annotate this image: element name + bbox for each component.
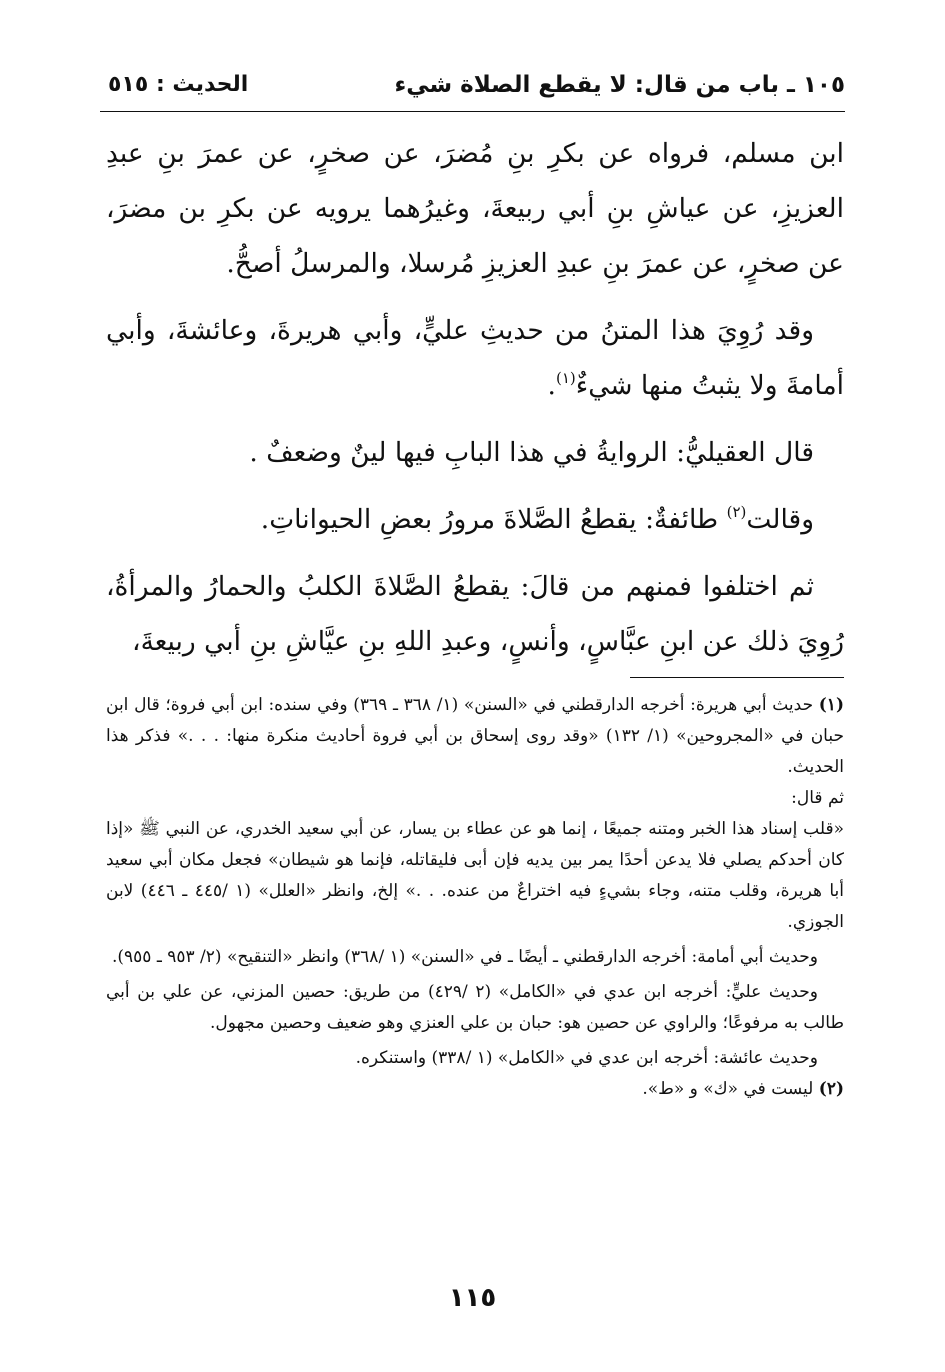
footnote-quote: «قلب إسناد هذا الخبر ومتنه جميعًا ، إنما هو عن عطاء بن يسار، عن أبي سعيد الخدري، عن النبي ﷺ «إذا كان أحدكم يصلي فلا يدعن أحدًا يمر بين يديه فإن أبى فليقاتله، فإنما هو شيطان» فجعل مكان أبي سعيد أبا هريرة، وقلب متنه، وجاء بشيءٍ فيه اختراعٌ من عنده. . .» إلخ، وانظر «العلل» (١ /٤٤٥ ـ ٤٤٦) لابن الجوزي. bbox=[106, 819, 844, 932]
hadith-number: الحديث : ٥١٥ bbox=[108, 72, 249, 97]
footnote-text: حديث أبي هريرة: أخرجه الدارقطني في «السنن» (١/ ٣٦٨ ـ ٣٦٩) وفي سنده: ابن أبي فروة؛ قال ابن حبان في «المجروحين» (١/ ١٣٢) «وقد روى إسحاق بن أبي فروة أحاديث منكرة منها: . . .» فذكر هذا الحديث. bbox=[106, 695, 844, 777]
paragraph: قال العقيليُّ: الروايةُ في هذا البابِ فيها لينٌ وضعفٌ . bbox=[249, 437, 814, 468]
chapter-title: ١٠٥ ـ باب من قال: لا يقطع الصلاة شيء bbox=[394, 72, 845, 98]
footnote-paragraph: وحديث عائشة: أخرجه ابن عدي في «الكامل» (١ /٣٣٨) واستنكره. bbox=[355, 1048, 818, 1068]
main-text bbox=[106, 126, 844, 669]
footnote-ref[interactable]: (٢) bbox=[726, 503, 747, 521]
footnote-divider bbox=[630, 677, 844, 678]
paragraph-text: . bbox=[547, 370, 556, 401]
paragraph: ثم اختلفوا فمنهم من قالَ: يقطعُ الصَّلاةَ الكلبُ والحمارُ والمرأةُ، رُوِيَ ذلك عن ابنِ عبَّاسٍ، وأنسٍ، وعبدِ اللهِ بنِ عيَّاشِ بنِ أبي ربيعةَ، bbox=[106, 571, 844, 657]
header-divider bbox=[100, 111, 845, 112]
footnote-number: (٢) bbox=[818, 1079, 844, 1099]
paragraph-text: وقد رُوِيَ هذا المتنُ من حديثِ عليٍّ، وأبي هريرةَ، وعائشةَ، وأبي أمامةَ ولا يثبتُ منها شيءٌ bbox=[106, 315, 844, 401]
footnote-paragraph: وحديث عليٍّ: أخرجه ابن عدي في «الكامل» (٢ /٤٢٩) من طريق: حصين المزني، عن علي بن أبي طالب به مرفوعًا؛ والراوي عن حصين هو: حبان بن علي العنزي وهو ضعيف وحصين مجهول. bbox=[106, 982, 844, 1033]
page-number: ١١٥ bbox=[448, 1283, 497, 1313]
paragraph-text: طائفةٌ: يقطعُ الصَّلاةَ مرورُ بعضِ الحيواناتِ. bbox=[260, 504, 727, 535]
footnote bbox=[106, 690, 844, 783]
footnote bbox=[106, 1074, 844, 1105]
paragraph bbox=[106, 492, 844, 547]
footnote-paragraph: وحديث أبي أمامة: أخرجه الدارقطني ـ أيضًا ـ في «السنن» (١ /٣٦٨) وانظر «التنقيح» (٢/ ٩٥٣ ـ ٩٥٥). bbox=[111, 947, 818, 967]
paragraph: ابن مسلم، فرواه عن بكرِ بنِ مُضرَ، عن صخرٍ، عن عمرَ بنِ عبدِ العزيزِ، عن عياشِ بنِ أبي ربيعةَ، وغيرُهما يرويه عن بكرِ بن مضرَ، عن صخرٍ، عن عمرَ بنِ عبدِ العزيزِ مُرسلا، والمرسلُ أصحُّ. bbox=[106, 138, 844, 279]
footnote-ref[interactable]: (١) bbox=[555, 369, 576, 387]
paragraph-text: وقالت bbox=[746, 504, 814, 535]
running-header bbox=[100, 66, 845, 106]
footnotes bbox=[106, 690, 844, 1105]
footnote-line: ثم قال: bbox=[791, 788, 844, 808]
footnote-number: (١) bbox=[818, 695, 844, 715]
footnote-text: ليست في «ك» و «ط». bbox=[642, 1079, 819, 1099]
paragraph bbox=[106, 303, 844, 413]
